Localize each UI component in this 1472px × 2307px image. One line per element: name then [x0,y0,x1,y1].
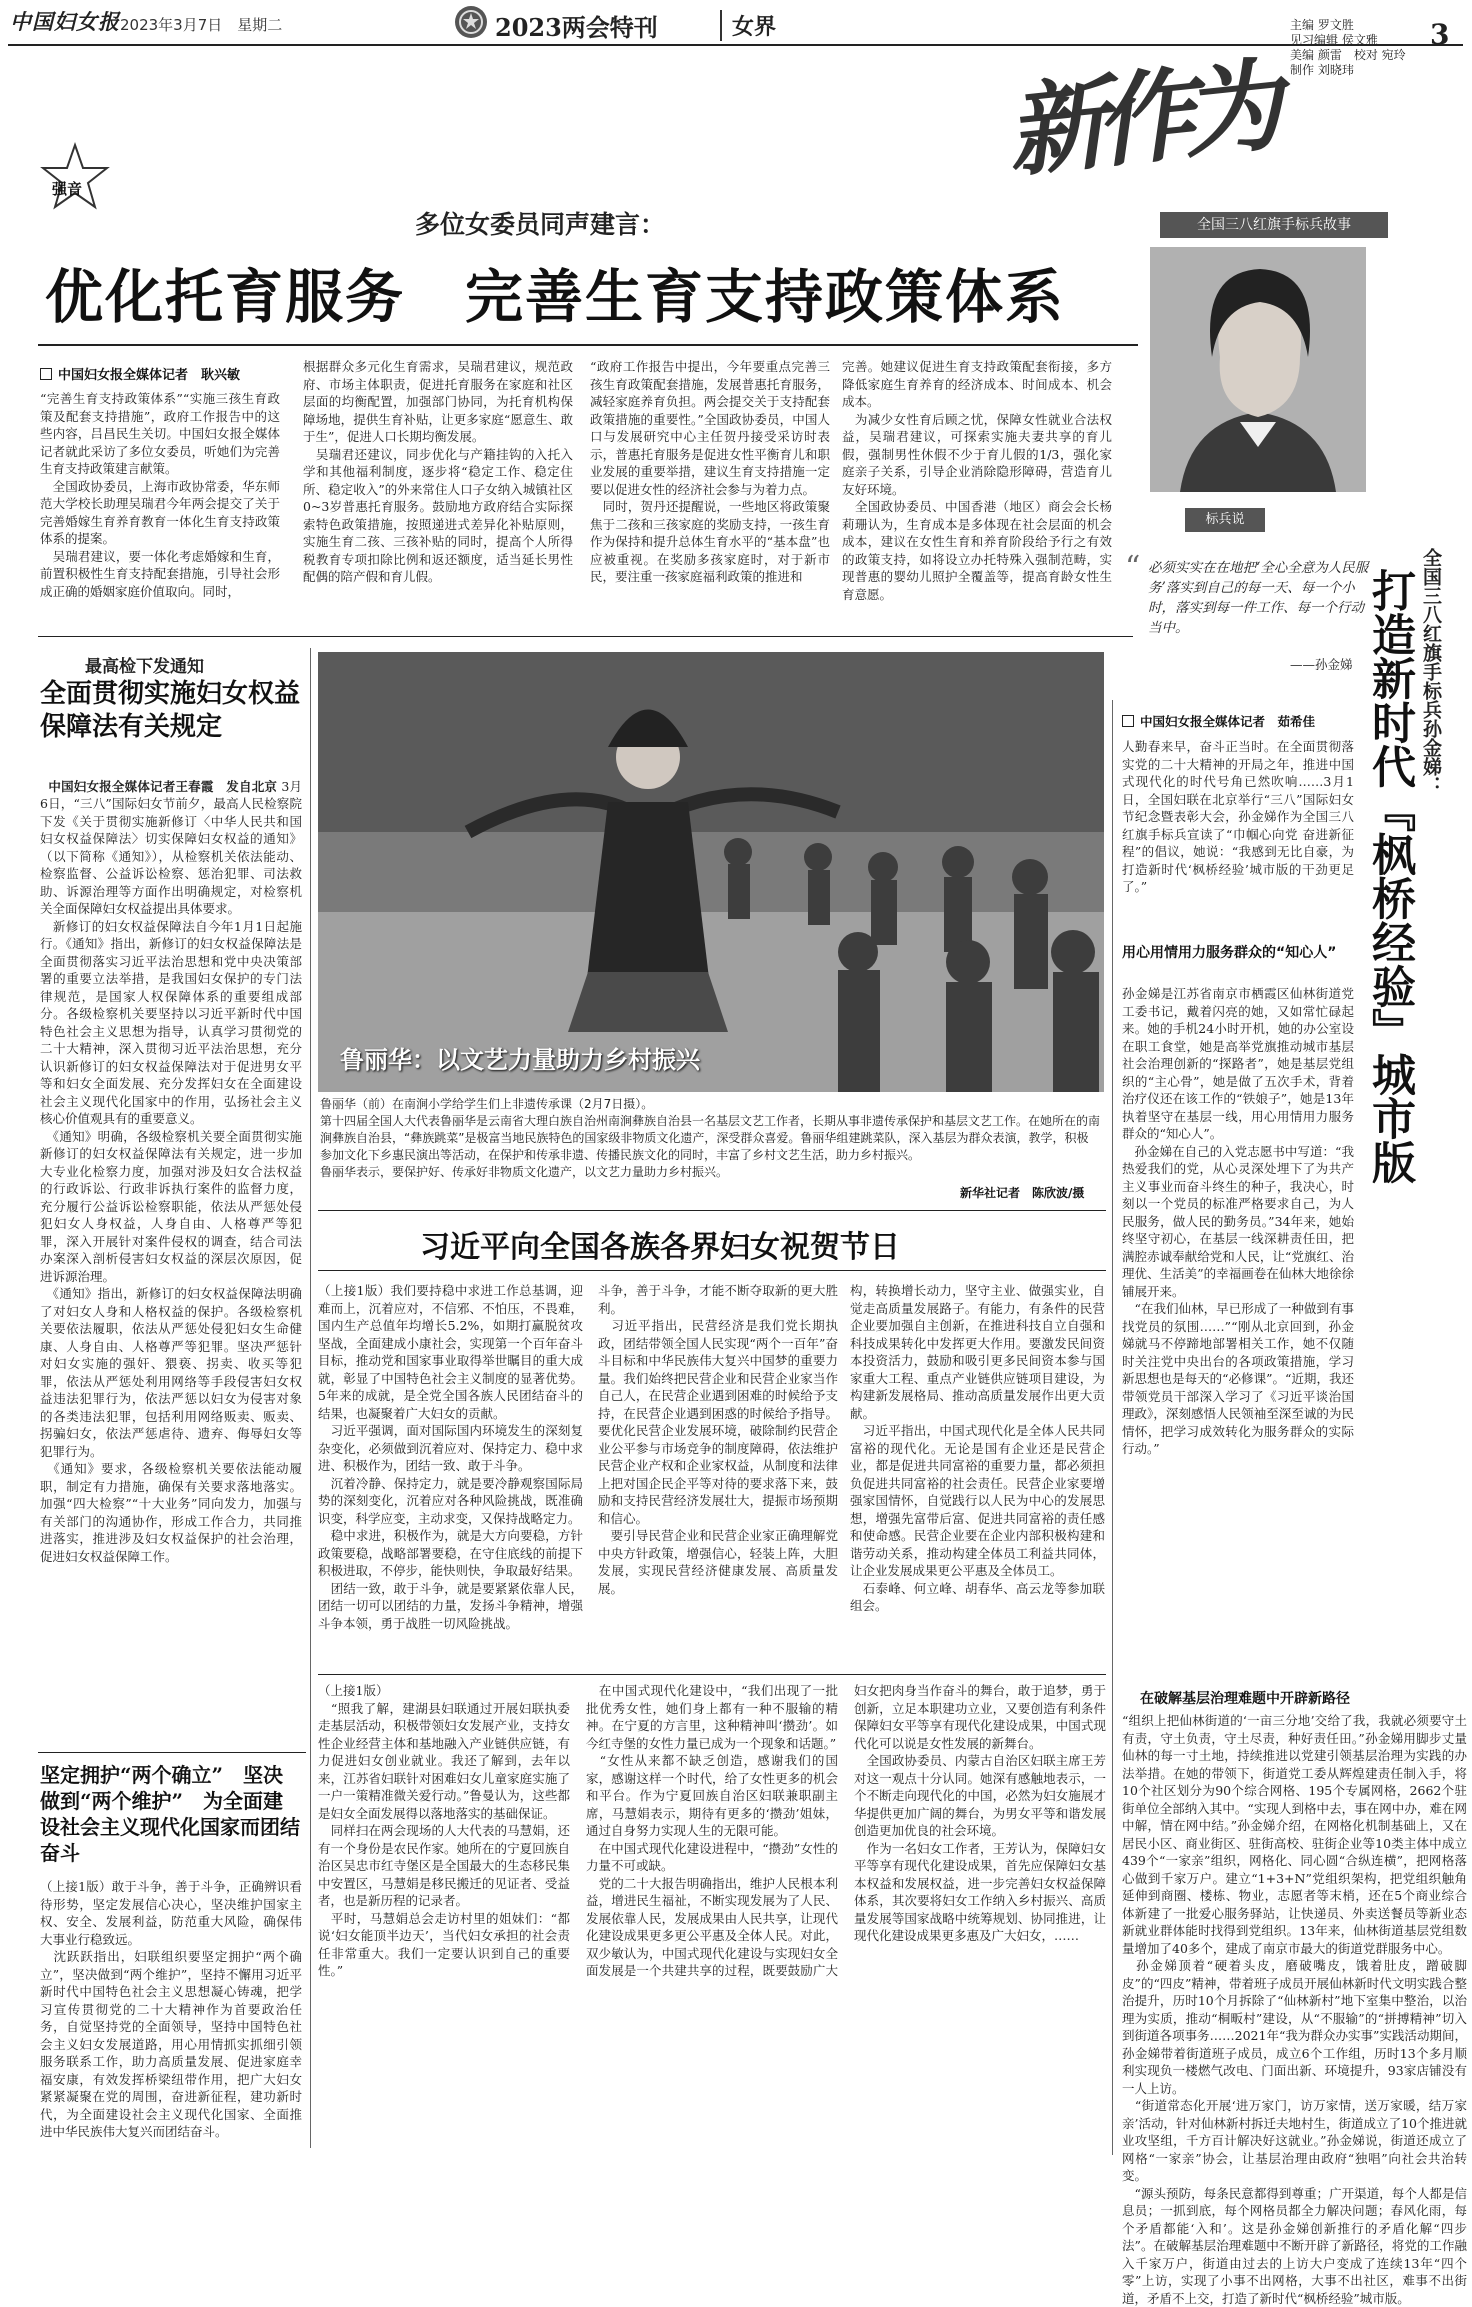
photo-headline: 鲁丽华：以文艺力量助力乡村振兴 [340,1045,700,1074]
lead-byline: 中国妇女报全媒体记者 耿兴敏 [40,364,240,383]
left2-body [40,760,302,1750]
badge-label: 强音 [52,180,83,198]
xi-bottom-rule [318,1674,1106,1675]
feature-vertical-kicker: 全国三八红旗手标兵孙金娣： [1420,548,1442,795]
feature-intro: 人勤春来早，奋斗正当时。在全面贯彻落实党的二十大精神的开局之年，推进中国式现代化的时代号角已然吹响……3月1日，全国妇联在北京举行“三八”国际妇女节纪念暨表彰大会，孙金娣作为全国三八红旗手标兵宣读了“巾帼心向党 奋进新征程”的倡议，她说：“我感到无比自豪，为打造新时代‘枫桥经验’城市版的干劲更足了。” [1122,739,1354,894]
feature-sub-2: 在破解基层治理难题中开辟新路径 [1140,1691,1350,1707]
lead-rule [38,344,1138,346]
left2-headline: 全面贯彻实施妇女权益保障法有关规定 [40,679,301,742]
lead-col-4: 完善。她建议促进生育支持政策配套衔接，多方降低家庭生育养育的经济成本、时间成本、机会成本。 为减少女性育后顾之忧，保障女性就业合法权益，吴瑞君建议，可探索实施夫妻共享的育儿假，强制男性休假不少于育儿假的1/3，强化家庭亲子关系，引导企业消除隐形障碍，营造育儿友好环境。 全国政协委员、中国香港（地区）商会会长杨莉珊认为，生育成本是多体现在社会层面的机会成本，建议在女性生育和养育阶段给予行之有效的政策支持，如将设立办托特殊入强制范畴，实现普惠的婴幼儿照护全覆盖等，提高育龄女性生育意愿。 [842,359,1112,602]
special-edition-title: 2023两会特刊 [495,13,658,42]
feature-body-2: “组织上把仙林街道的‘一亩三分地’交给了我，我就必须要守土有责，守土负责，守土尽责，种好责任田。”孙金娣用脚步丈量仙林的每一寸土地，持续推进以党建引领基层治理为实践的办法举措。在她的带领下，街道党工委从辉煌建责任制入手，将10个社区划分为90个综合网格、195个专属网格，2662个驻街单位全部纳入其中。“实现人到格中去，事在网中办，难在网中解，情在网中结。”孙金娣介绍，在网格化机制基础上，又在居民小区、商业街区、驻街高校、驻街企业等10类主体中成立439个“一家亲”组织，网格化、同心圆“合纵连横”，把网格落心做到千家万户。建立“1+3+N”党组织架构，把党组织触角延伸到商圈、楼栋、物业，志愿者等末梢，还在5个商业综合体新建了一批爱心服务驿站，让快递员、外卖送餐员等新业态新就业群体能时找得到党组织。13年来，仙林街道基层党组数量增加了40多个，建成了南京市最大的街道党群服务中心。 孙金娣顶着“硬着头皮，磨破嘴皮，饿着肚皮，蹭破脚皮”的“四皮”精神，带着班子成员开展仙林新时代文明实践合整治提升，历时10个月拆除了“仙林新村”地下室集中整治，以治理为实质，推动“桐畈村”建设，从“不服输”的“拼搏精神”切入到街道各项事务……2021年“我为群众办实事”实践活动期间，孙金娣带着街道班子成员，成立6个工作组，历时13个多月顺利实现负一楼燃气改电、门面出新、环境提升，93家店铺没有一人上访。 “街道常态化开展‘进万家门，访万家情，送万家暖，结万家亲’活动，针对仙林新村拆迁夫地村生，街道成立了10个推进就业攻坚组，千方百计解决好这就业。”孙金娣说，街道还成立了网格“一家亲”协会，让基层治理由政府“独唱”向社会共治转变。 “源头预防，每条民意都得到尊重；广开渠道，每个人都是信息员；一抓到底，每个网格员都全力解决问题；春风化雨，每个矛盾都能‘入和’。这是孙金娣创新推行的矛盾化解“四步法”。在破解基层治理难题中不断开辟了新路径，将党的工作融入千家万户，街道由过去的上访大户变成了连续13年“四个零”上访，实现了小事不出网格，大事不出社区，难事不出街道，矛盾不上交，打造了新时代“枫桥经验”城市版。 [1122,1713,1467,2306]
quote-author: ——孙金娣 [1290,657,1353,672]
left-column-divider [310,648,311,2148]
xi-headline: 习近平向全国各族各界妇女祝贺节日 [420,1230,900,1265]
feature-banner: 全国三八红旗手标兵故事 [1160,212,1388,238]
xi-rule [318,1270,1106,1271]
left2-text: 3月6日，“三八”国际妇女节前夕，最高人民检察院下发《关于贯彻实施新修订〈中华人民共和国妇女权益保障法〉切实保障妇女权益的通知》（以下简称《通知》），从检察机关依法能动、检察监督、公益诉讼检察、惩治犯罪、司法救助、诉源治理等方面作出明确规定，对检察机关全面保障妇女权益提出具体要求。 新修订的妇女权益保障法自今年1月1日起施行。《通知》指出，新修订的妇女权益保障法是全面贯彻落实习近平法治思想和党中央决策部署的重要立法举措，是我国妇女保护的专门法律规范，是国家人权保障体系的重要组成部分。各级检察机关要坚持以习近平新时代中国特色社会主义思想为指导，认真学习贯彻党的二十大精神，深入贯彻习近平法治思想，充分认识新修订的妇女权益保障法对于促进男女平等和妇女全面发展、充分发挥妇女在全面建设社会主义现代化国家中的作用，弘扬社会主义核心价值观具有的重要意义。 《通知》明确，各级检察机关要全面贯彻实施新修订的妇女权益保障法有关规定，进一步加大专业化检察力度，加强对涉及妇女合法权益的行政诉讼、行政非诉执行案件的监督力度，充分履行公益诉讼检察职能，依法从严惩处侵犯妇女人身权益，人身自由、人格尊严等犯罪，深入开展针对案件侵权的调查，结合司法办案深入剖析侵害妇女权益的深层次原因，促进诉源治理。 《通知》指出，新修订的妇女权益保障法明确了对妇女人身和人格权益的保护。各级检察机关要依法履职，依法从严惩处侵犯妇女生命健康、人身自由、人格尊严等犯罪。坚决严惩针对妇女实施的强奸、猥亵、拐卖、收买等犯罪，依法从严惩处利用网络等手段侵害妇女权益违法犯罪行为，依法严惩以妇女为侵害对象的各类违法犯罪，包括利用网络贩卖、贩卖、拐骗妇女，依法严惩虐待、遗弃、侮辱妇女等犯罪行为。 《通知》要求，各级检察机关要依法能动履职，制定有力措施，确保有关要求落地落实。加强“四大检察”“十大业务”同向发力，加强与有关部门的沟通协作，形成工作合力，共同推进落实，推进涉及妇女权益保护的社会治理，促进妇女权益保障工作。 [40,778,302,1564]
quote-open-icon: “ [1125,550,1141,585]
calligraphy-title: 新作为 [1001,46,1277,192]
lead-col-2: 根据群众多元化生育需求，吴瑞君建议，规范政府、市场主体职责，促进托育服务在家庭和社区层面的均衡配置，加强部门协同，为托育机构保障场地，提供生育补贴，让更多家庭“愿意生、敢于生”，促进人口长期均衡发展。 吴瑞君还建议，同步优化与产籍挂钩的入托入学和其他福利制度，逐步将“稳定工作、稳定住所、稳定收入”的外来常住人口子女纳入城镇社区0~3岁普惠托育服务。鼓励地方政府结合实际探索特色政策措施，按照递进式差异化补贴原则，实施生育二孩、三孩补贴的同时，提高个人所得税教育专项扣除比例和返还额度，适当延长男性配偶的陪产假和育儿假。 [303,359,573,584]
photo-credit: 新华社记者 陈欣波/摄 [960,1186,1085,1200]
label-box: 标兵说 [1185,508,1265,532]
section-name: 女界 [720,10,776,41]
photo-bottom-rule [318,1210,1106,1211]
lead-col-3: “政府工作报告中提出，今年要重点完善三孩生育政策配套措施，发展普惠托育服务，减轻家庭养育负担。两会提交关于支持配套政策措施的重要性。”全国政协委员，中国人口与发展研究中心主任贺丹接受采访时表示，普惠托育服务是促进女性平衡育儿和职业发展的重要举措，建议生育支持措施一定要以促进女性的经济社会参与为着力点。 同时，贺丹还提醒说，一些地区将政策聚焦于二孩和三孩家庭的奖励支持，一孩生育作为保持和提升总体生育水平的“基本盘”也应被重视。在奖励多孩家庭时，对于新市民，要注重一孩家庭福利政策的推进和 [590,359,830,584]
lead-bottom-rule [38,636,1133,637]
feature-byline: 中国妇女报全媒体记者 茹希佳 [1122,712,1315,730]
dance-photo [318,652,1104,1092]
left3-body: （上接1版）敢于斗争，善于斗争，正确辨识看待形势，坚定发展信心决心，坚决维护国家主权、安全、发展利益，防范重大风险，确保伟大事业行稳致远。 沈跃跃指出，妇联组织要坚定拥护“两个确立”，坚决做到“两个维护”，坚持不懈用习近平新时代中国特色社会主义思想凝心铸魂，把学习宣传贯彻党的二十大精神作为首要政治任务，自觉坚持党的全面领导，坚持中国特色社会主义妇女发展道路，用心用情抓实抓细引领服务联系工作，助力高质量发展、促进家庭幸福安康，有效发挥桥梁纽带作用，把广大妇女紧紧凝聚在党的周围，奋进新征程，建功新时代，为全面建设社会主义现代化国家、全面推进中华民族伟大复兴而团结奋斗。 [40,1879,302,2139]
national-emblem-icon [453,4,489,40]
date-line: 2023年3月7日 星期二 [120,16,283,34]
lead-headline: 优化托育服务 完善生育支持政策体系 [45,263,1066,331]
left3-headline: 坚定拥护“两个确立” 坚决做到“两个维护” 为全面建设社会主义现代化国家而团结奋斗 [40,1763,300,1865]
photo-caption: 鲁丽华（前）在南涧小学给学生们上非遗传承课（2月7日摄）。 第十四届全国人大代表鲁丽华是云南省大理白族自治州南涧彝族自治县一名基层文艺工作者，长期从事非遗传承保护和基层文艺工作。在她所在的南涧彝族自治县，“彝族跳菜”是极富当地民族特色的国家级非物质文化遗产，深受群众喜爱。鲁丽华组建跳菜队，深入基层为群众表演，教学，积极参加文化下乡惠民演出等活动，在保护和传承非遗、传播民族文化的同时，丰富了乡村文艺生活，助力乡村振兴。 鲁丽华表示，要保护好、传承好非物质文化遗产，以文艺力量助力乡村振兴。 [320,1097,1101,1179]
feature-vertical-headline: 打造新时代『枫桥经验』城市版 [1364,568,1415,1184]
star-icon [40,142,110,212]
paper-logo: 中国妇女报 [10,9,120,34]
left2-kicker: 最高检下发通知 [85,657,204,677]
page-number: 3 [1430,18,1450,51]
left2-bottom-rule [38,1752,306,1753]
star-badge [40,142,110,212]
feature-quote: 必须实实在在地把‘全心全意为人民服务’落实到自己的每一天、每一个小时，落实到每一件工作、每一个行动当中。 [1148,560,1369,636]
feature-sub-1: 用心用情用力服务群众的“知心人” [1122,945,1337,961]
portrait-photo [1150,247,1366,492]
feature-divider [1112,700,1113,2155]
editor-block: 主编 罗文胜 见习编辑 侯文雅 美编 颜雷 校对 宛玲 制作 刘晓玮 [1290,18,1406,77]
xi-col-2: 斗争，善于斗争，才能不断夺取新的更大胜利。 习近平指出，民营经济是我们党长期执政，团结带领全国人民实现“两个一百年”奋斗目标和中华民族伟大复兴中国梦的重要力量。我们始终把民营企业和民营企业家当作自己人，在民营企业遇到困难的时候给予支持，在民营企业遇到困惑的时候给予指导。要优化民营企业发展环境，破除制约民营企业公平参与市场竞争的制度障碍，依法维护民营企业产权和企业家权益，从制度和法律上把对国企民企平等对待的要求落下来，鼓励和支持民营经济发展壮大，提振市场预期和信心。 要引导民营企业和民营企业家正确理解党中央方针政策，增强信心，轻装上阵，大胆发展，实现民营经济健康发展、高质量发展。 [598,1283,838,1596]
cont-story: （上接1版） “照我了解，建湖县妇联通过开展妇联执委走基层活动，积极带领妇女发展产业，支持女性企业经营主体和基地融入产业链供应链，有力促进妇女创业就业。我还了解到，去年以来，江苏省妇联针对困难妇女儿童家庭实施了一户一策精准微关爱行动。”鲁曼认为，这些都是妇女全面发展得以落地落实的基础保证。 同样扫在两会现场的人大代表的马慧娟，还有一个身份是农民作家。她所在的宁夏回族自治区吴忠市红寺堡区是全国最大的生态移民集中安置区，马慧娟是移民搬迁的见证者、受益者，也是新历程的记录者。 平时，马慧娟总会走访村里的姐妹们：“都说‘妇女能顶半边天’，当代妇女承担的社会责任非常重大。我们一定要认识到自己的重要性。” 在中国式现代化建设中，“我们出现了一批批优秀女性，她们身上都有一种不服输的精神。在宁夏的方言里，这种精神叫‘攒劲’。如今红寺堡的女性力量已成为一个现象和话题。” “女性从来都不缺乏创造，感谢我们的国家，感谢这样一个时代，给了女性更多的机会和平台。作为宁夏回族自治区妇联兼职副主席，马慧娟表示，期待有更多的‘攒劲’姐妹，通过自身努力实现人生的无限可能。 在中国式现代化建设进程中，“攒劲”女性的力量不可或缺。 党的二十大报告明确指出，维护人民根本利益，增进民生福祉，不断实现发展为了人民、发展依靠人民，发展成果由人民共享，让现代化建设成果更多更公平惠及全体人民。对此，双少敏认为，中国式现代化建设与实现妇女全面发展是一个共建共享的过程，既要鼓励广大妇女把肉身当作奋斗的舞台，敢于追梦，勇于创新，立足本职建功立业，又要创造有利条件保障妇女平等享有现代化建设成果，中国式现代化可以说是女性发展的新舞台。 全国政协委员、内蒙古自治区妇联主席王芳对这一观点十分认同。她深有感触地表示，一个不断走向现代化的中国，必然为妇女施展才华提供更加广阔的舞台，为男女平等和谐发展创造更加优良的社会环境。 作为一名妇女工作者，王芳认为，保障妇女平等享有现代化建设成果，首先应保障妇女基本权益和发展权益，进一步完善妇女权益保障体系，其次要将妇女工作纳入乡村振兴、高质量发展等国家战略中统筹规划、协同推进，让现代化建设成果更多惠及广大妇女，…… [318,1683,1106,1978]
xi-col-1: （上接1版）我们要持稳中求进工作总基调，迎难而上，沉着应对，不信邪、不怕压，不畏难，国内生产总值年均增长5.2%，如期打赢脱贫攻坚战，全面建成小康社会，实现第一个百年奋斗目标，推动党和国家事业取得举世瞩目的重大成就，彰显了中国特色社会主义制度的显著优势。5年来的成就，是全党全国各族人民团结奋斗的结果，也凝聚着广大妇女的贡献。 习近平强调，面对国际国内环境发生的深刻复杂变化，必须做到沉着应对、保持定力、稳中求进、积极作为，团结一致、敢于斗争。 沉着冷静、保持定力，就是要冷静观察国际局势的深刻变化，沉着应对各种风险挑战，既准确识变，科学应变，主动求变，又保持战略定力。 稳中求进，积极作为，就是大方向要稳，方针政策要稳，战略部署要稳，在守住底线的前提下积极进取，不停步，能快则快，争取最好结果。 团结一致，敢于斗争，就是要紧紧依靠人民，团结一切可以团结的力量，发扬斗争精神，增强斗争本领，勇于战胜一切风险挑战。 [318,1283,583,1631]
left2-lead-in: 中国妇女报全媒体记者王春霞 发自北京 [48,778,278,794]
lead-kicker: 多位女委员同声建言： [415,210,666,239]
lead-col-1: “完善生育支持政策体系”“实施三孩生育政策及配套支持措施”，政府工作报告中的这些内容，吕昌民生关切。中国妇女报全媒体记者就此采访了多位女委员，听她们为完善生育支持政策建言献策。 全国政协委员，上海市政协常委，华东师范大学校长助理吴瑞君今年两会提交了关于完善婚嫁生育养育教育一体化生育支持政策体系的提案。 吴瑞君建议，要一体化考虑婚嫁和生育，前置积极性生育支持配套措施，引导社会形成正确的婚姻家庭价值取向。同时， [40,391,280,599]
xi-col-3: 构，转换增长动力，坚守主业、做强实业，自觉走高质量发展路子。有能力，有条件的民营企业要加强自主创新，在推进科技自立自强和科技成果转化中发挥更大作用。要激发民间资本投资活力，鼓励和吸引更多民间资本参与国家重大工程、重点产业链供应链项目建设，为构建新发展格局、推动高质量发展作出更大贡献。 习近平指出，中国式现代化是全体人民共同富裕的现代化。无论是国有企业还是民营企业，都是促进共同富裕的重要力量，都必须担负促进共同富裕的社会责任。民营企业家要增强家国情怀，自觉践行以人民为中心的发展思想，增强先富带后富、促进共同富裕的责任感和使命感。民营企业要在企业内部积极构建和谐劳动关系，推动构建全体员工利益共同体，让企业发展成果更公平惠及全体员工。 石泰峰、何立峰、胡春华、高云龙等参加联组会。 [850,1283,1105,1613]
feature-body-1: 孙金娣是江苏省南京市栖霞区仙林街道党工委书记，戴着闪亮的她，又如常忙碌起来。她的手机24小时开机，她的办公室设在职工食堂，她是高举党旗推动城市基层社会治理创新的“探路者”，她是基层党组织的“主心骨”，她是做了五次手术，背着治疗仪还在该工作的“铁娘子”，她是13年执着坚守在基层一线，用心用情用力服务群众的“知心人”。 孙金娣在自己的入党志愿书中写道：“我热爱我们的党，从心灵深处埋下了为共产主义事业而奋斗终生的种子，我决心，时刻以一个党员的标准严格要求自己，为人民服务，做人民的勤务员。”34年来，她始终坚守初心，在基层一线深耕责任田，把满腔赤诚奉献给党和人民，让“党旗红、治理优、生活美”的幸福画卷在仙林大地徐徐铺展开来。 “在我们仙林，早已形成了一种做到有事找党员的氛围……”“刚从北京回到，孙金娣就马不停蹄地部署相关工作，她不仅随时关注党中央出台的各项政策措施，学习新思想也是每天的“必修课”。“近期，我还带领党员干部深入学习了《习近平谈治国理政》，深刻感悟人民领袖至深至诚的为民情怀，把学习成效转化为服务群众的实际行动。” [1122,986,1354,1456]
